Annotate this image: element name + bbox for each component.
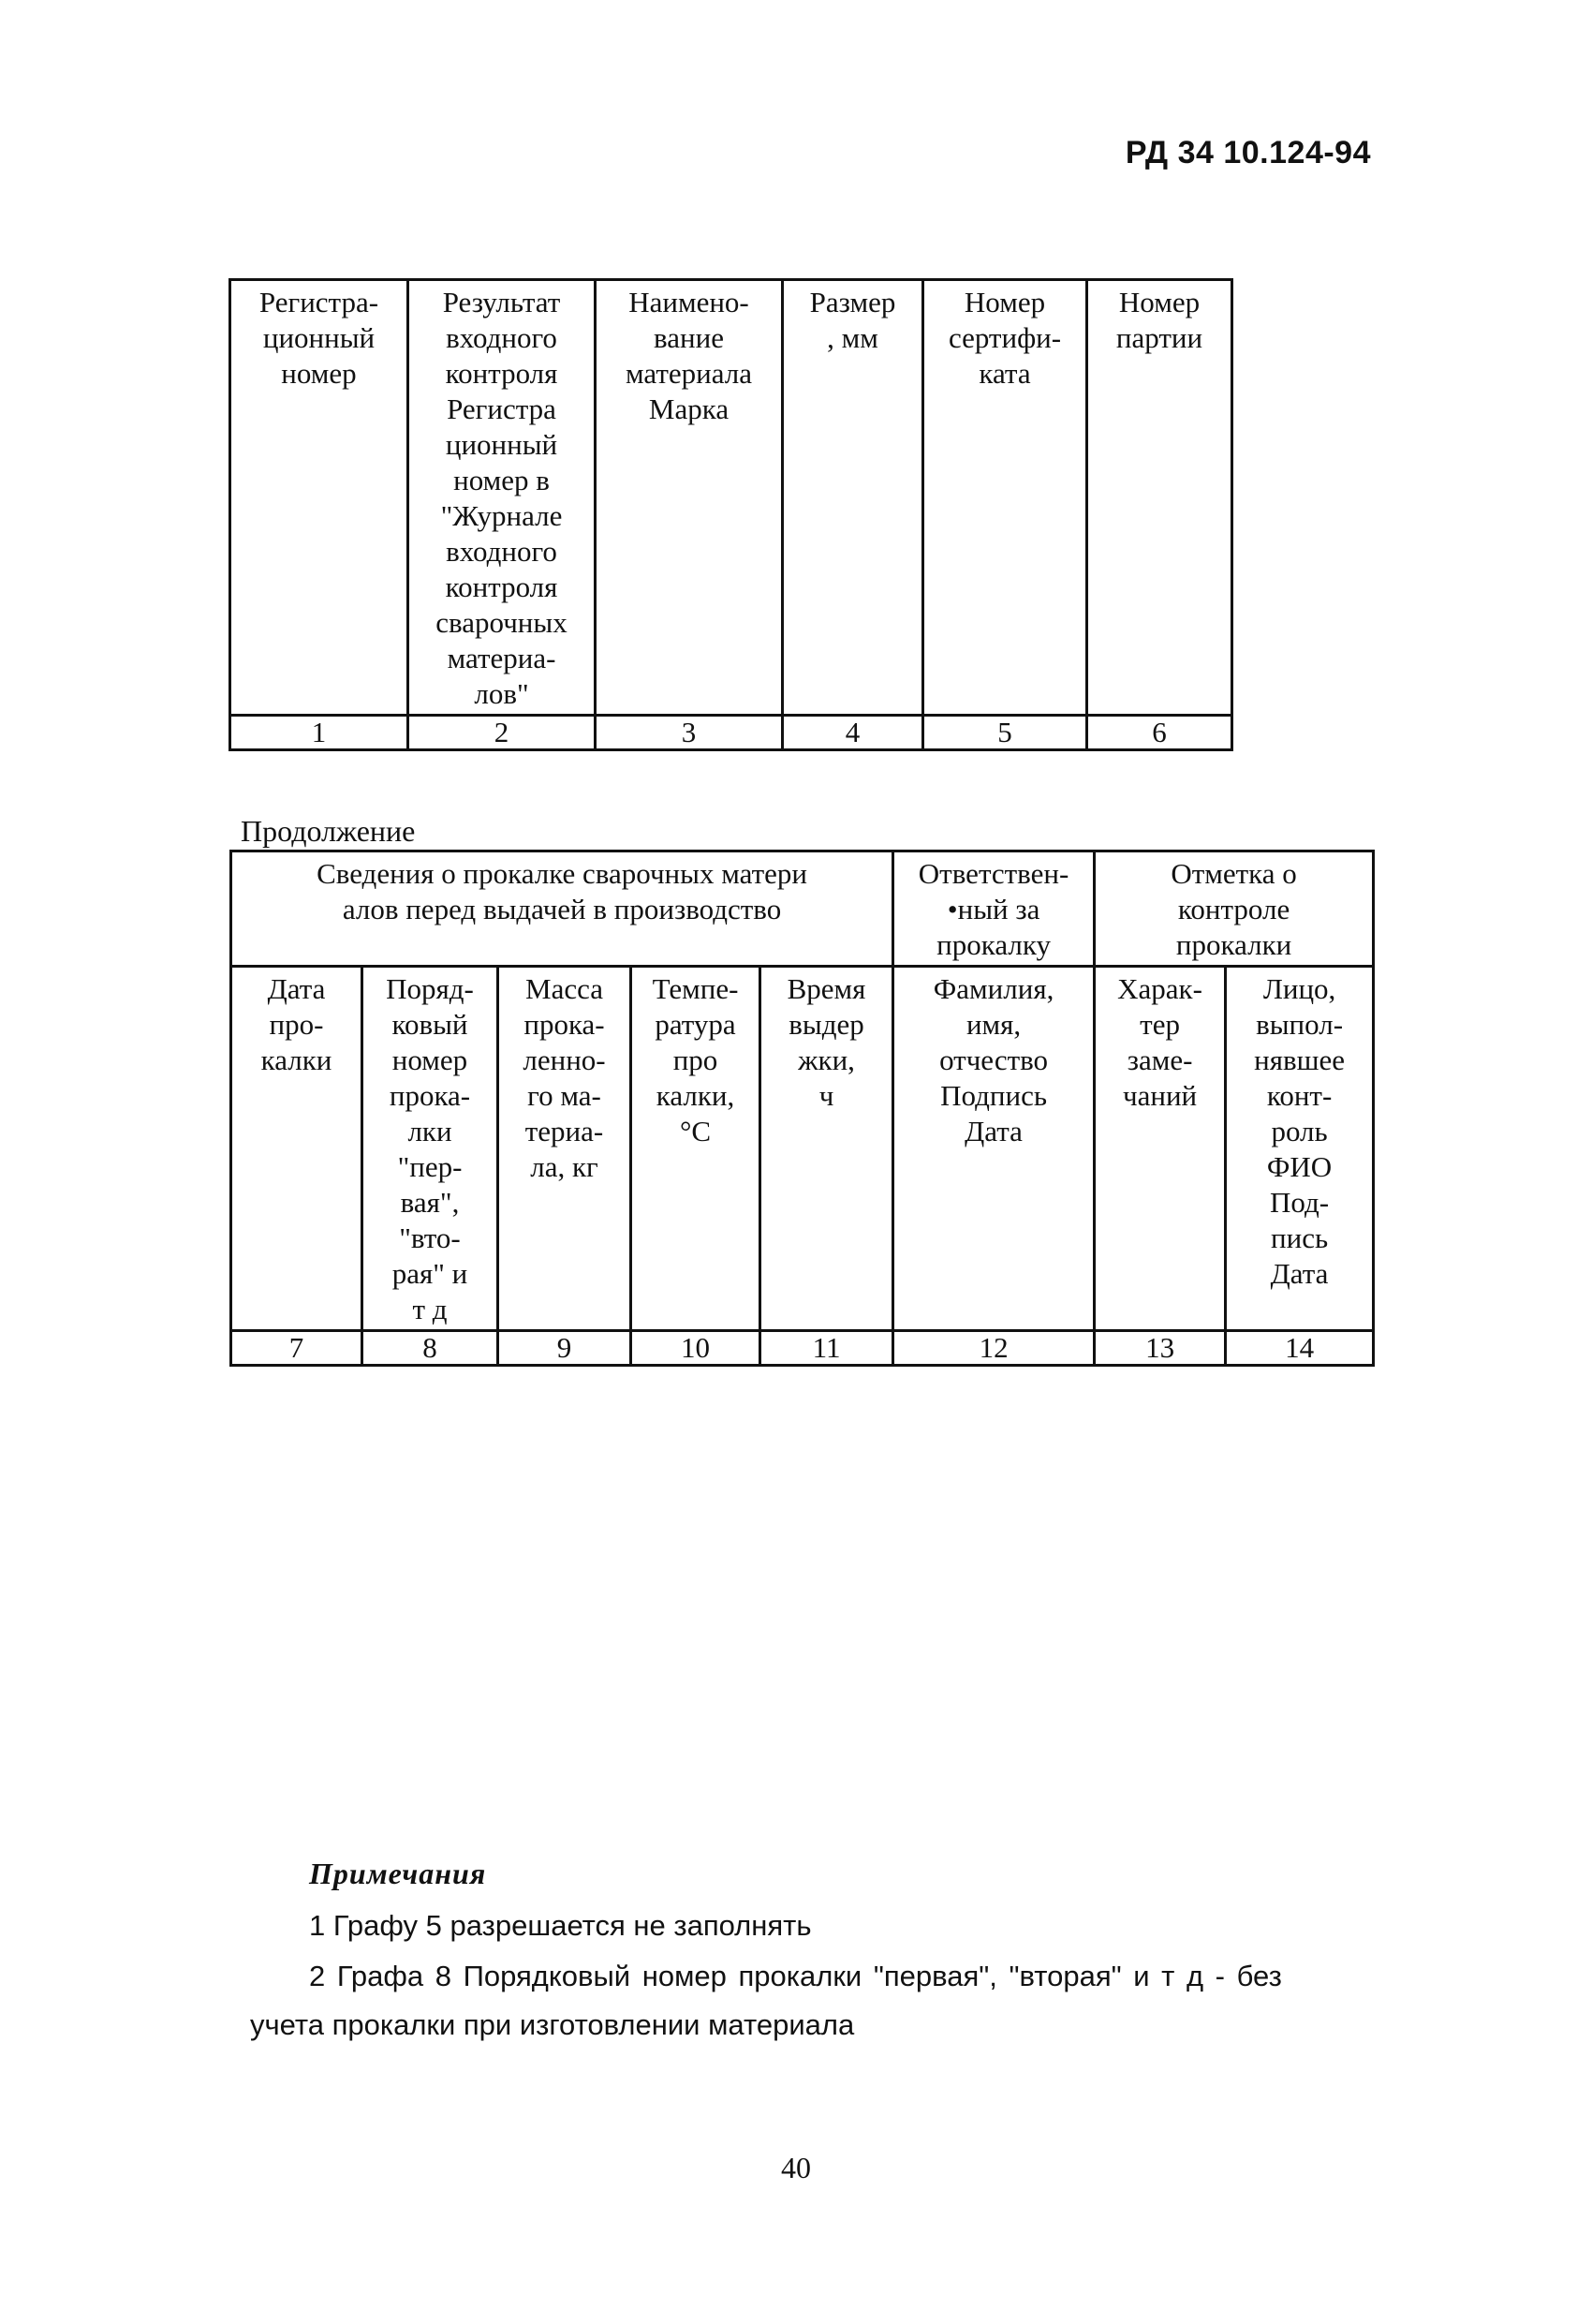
group-header-cell [1095,851,1374,967]
header-cell [893,967,1095,1331]
header-cell [631,967,760,1331]
header-text: Темпе- ратура про калки, °С [652,972,739,1147]
header-cell [1095,967,1226,1331]
column-number: 8 [362,1331,498,1366]
column-number: 7 [231,1331,362,1366]
header-cell [1087,280,1232,716]
header-text: Поряд- ковый номер прока- лки "пер- вая", "вто- рая" и т д [386,972,474,1325]
document-code: РД 34 10.124-94 [1125,135,1371,170]
page-number: 40 [781,2151,811,2184]
header-cell [596,280,783,716]
column-number: 2 [408,716,596,750]
header-text: Номер сертифи- ката [948,286,1062,390]
note-item-continuation: учета прокалки при изготовлении материала [250,2008,855,2041]
header-text: Лицо, выпол- нявшее конт- роль ФИО Под- пись Дата [1254,972,1345,1290]
header-cell [231,967,362,1331]
group-header-cell [893,851,1095,967]
group-header-row [231,851,1374,967]
header-text: Наимено- вание материала Марка [625,286,753,425]
header-text: Размер , мм [809,286,896,354]
header-cell [760,967,893,1331]
group-header-text: Ответствен- •ный за прокалку [918,857,1069,961]
header-cell [783,280,923,716]
calcination-table [229,850,1375,1367]
header-text: Регистра- ционный номер [258,286,379,390]
note-item: 1 Графу 5 разрешается не заполнять [309,1909,812,1942]
column-number: 10 [631,1331,760,1366]
group-header-text: Сведения о прокалке сварочных матери алов перед выдачей в производство [317,857,807,925]
column-number: 13 [1095,1331,1226,1366]
column-number-row [231,1331,1374,1366]
continuation-label: Продолжение [241,814,416,848]
header-text: Номер партии [1115,286,1203,354]
header-cell [408,280,596,716]
group-header-cell [231,851,893,967]
header-cell [498,967,631,1331]
column-number: 9 [498,1331,631,1366]
column-number: 1 [230,716,408,750]
header-cell [1226,967,1374,1331]
column-number-row [230,716,1232,750]
column-number: 4 [783,716,923,750]
header-cell [230,280,408,716]
note-item: 2 Графа 8 Порядковый номер прокалки "первая", "вторая" и т д - без [309,1960,1282,1992]
header-text: Результат входного контроля Регистра ционный номер в "Журнале входного контроля сварочных материа- лов" [435,286,568,710]
group-header-text: Отметка о контроле прокалки [1171,857,1297,961]
column-number: 12 [893,1331,1095,1366]
table-header-row [231,967,1374,1331]
header-text: Харак- тер заме- чаний [1117,972,1202,1112]
column-number: 6 [1087,716,1232,750]
notes-title: Примечания [309,1857,487,1890]
welding-registry-table [228,278,1233,751]
header-text: Фамилия, имя, отчество Подпись Дата [933,972,1054,1147]
header-text: Время выдер жки, ч [787,972,866,1112]
header-cell [362,967,498,1331]
header-cell [923,280,1087,716]
header-text: Дата про- калки [260,972,332,1076]
column-number: 5 [923,716,1087,750]
column-number: 14 [1226,1331,1374,1366]
column-number: 3 [596,716,783,750]
table-header-row [230,280,1232,716]
column-number: 11 [760,1331,893,1366]
header-text: Масса прока- ленно- го ма- териа- ла, кг [523,972,606,1183]
